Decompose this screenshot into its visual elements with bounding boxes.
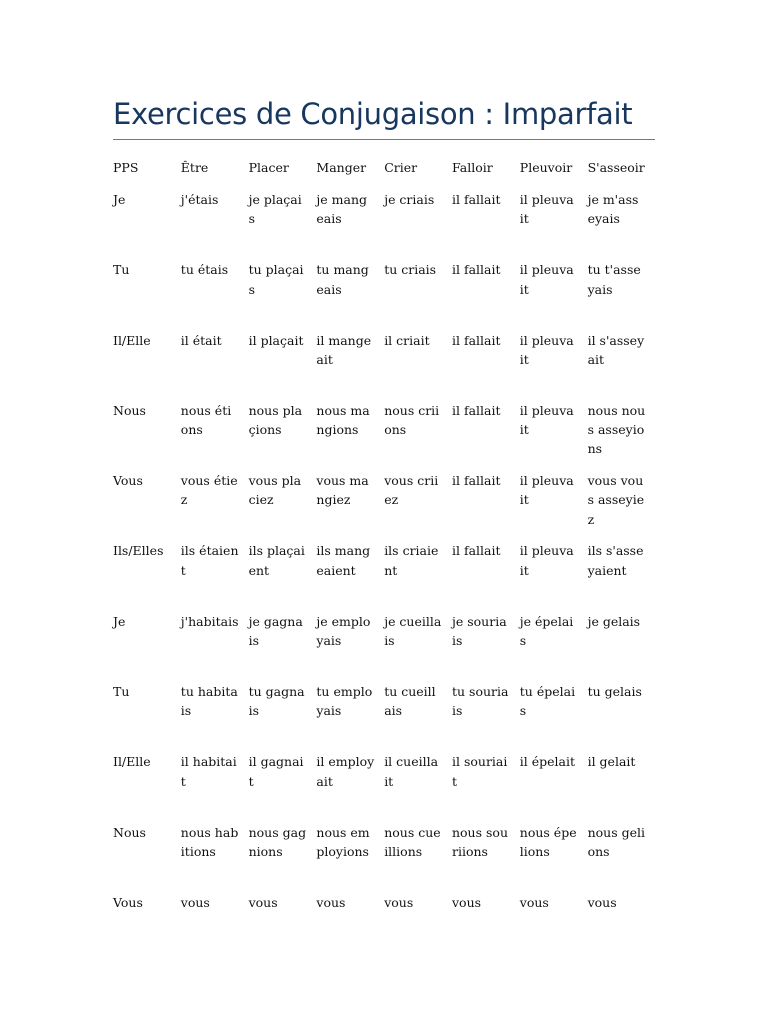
- conjugation-cell: il plaçait: [248, 332, 304, 348]
- conjugation-cell: il habitait: [180, 754, 237, 789]
- conjugation-cell: il fallait: [451, 402, 501, 418]
- conjugation-cell: tu employais: [316, 684, 373, 719]
- conjugation-cell: il fallait: [451, 543, 501, 559]
- table-row: [108, 331, 650, 401]
- conjugation-cell: j'habitais: [180, 613, 239, 629]
- conjugation-cell: tu t'asseyais: [587, 262, 641, 297]
- conjugation-cell: je m'asseyais: [587, 192, 639, 227]
- conjugation-cell: vous: [180, 894, 210, 910]
- title-underline: [113, 139, 655, 140]
- conjugation-cell: il fallait: [451, 262, 501, 278]
- conjugation-cell: nous employions: [316, 824, 370, 859]
- table-row: [108, 823, 650, 893]
- column-header: PPS: [113, 160, 139, 175]
- conjugation-cell: tu habitais: [180, 684, 238, 719]
- column-header: Crier: [384, 160, 418, 175]
- pronoun-cell: Tu: [113, 684, 130, 700]
- conjugation-cell: nous cueillions: [384, 824, 441, 859]
- conjugation-cell: nous habitions: [180, 824, 239, 859]
- conjugation-cell: vous criiez: [384, 473, 439, 508]
- column-header: Manger: [316, 160, 367, 175]
- table-row: [108, 752, 650, 822]
- conjugation-cell: ils criaient: [384, 543, 439, 578]
- pronoun-cell: Vous: [113, 473, 143, 489]
- conjugation-cell: tu souriais: [451, 684, 509, 719]
- conjugation-cell: tu mangeais: [316, 262, 369, 297]
- conjugation-cell: vous vous asseyiez: [587, 473, 645, 527]
- conjugation-cell: il pleuvait: [519, 192, 574, 227]
- conjugation-cell: il épelait: [519, 754, 576, 770]
- conjugation-cell: j'étais: [180, 192, 219, 207]
- conjugation-cell: il cueillait: [384, 754, 439, 789]
- conjugation-cell: vous: [316, 894, 346, 910]
- conjugation-cell: il fallait: [451, 332, 501, 348]
- conjugation-cell: il pleuvait: [519, 543, 574, 578]
- conjugation-cell: vous: [384, 894, 414, 910]
- conjugation-cell: il pleuvait: [519, 262, 574, 297]
- conjugation-cell: ils s'asseyaient: [587, 543, 644, 578]
- column-header: Être: [180, 160, 209, 175]
- conjugation-cell: je criais: [384, 192, 435, 207]
- conjugation-cell: nous nous asseyions: [587, 402, 646, 457]
- conjugation-cell: il criait: [384, 332, 430, 348]
- conjugation-cell: il gagnait: [248, 754, 304, 789]
- pronoun-cell: Je: [113, 613, 126, 629]
- conjugation-cell: nous gelions: [587, 824, 645, 859]
- conjugation-cell: nous souriions: [451, 824, 508, 859]
- pronoun-cell: Ils/Elles: [113, 543, 164, 559]
- conjugation-cell: je gagnais: [248, 613, 303, 648]
- table-row: [108, 401, 650, 471]
- conjugation-cell: je épelais: [519, 613, 574, 648]
- conjugation-cell: vous mangiez: [316, 473, 369, 508]
- table-row: [108, 682, 650, 752]
- conjugation-cell: vous étiez: [180, 473, 238, 508]
- conjugation-cell: nous épelions: [519, 824, 577, 859]
- conjugation-cell: il fallait: [451, 192, 501, 207]
- page-title: Exercices de Conjugaison : Imparfait: [113, 97, 633, 131]
- column-header: Pleuvoir: [519, 160, 573, 175]
- conjugation-cell: il pleuvait: [519, 473, 574, 508]
- pronoun-cell: Il/Elle: [113, 754, 151, 770]
- table-row: [108, 541, 650, 611]
- conjugation-cell: tu épelais: [519, 684, 576, 719]
- table-header-row: [108, 158, 650, 190]
- table-row: [108, 612, 650, 682]
- conjugation-cell: ils mangeaient: [316, 543, 371, 578]
- conjugation-cell: nous gagnions: [248, 824, 307, 859]
- pronoun-cell: Nous: [113, 824, 146, 840]
- conjugation-cell: je plaçais: [248, 192, 302, 227]
- conjugation-cell: tu criais: [384, 262, 437, 278]
- conjugation-cell: vous placiez: [248, 473, 302, 508]
- conjugation-cell: il s'asseyait: [587, 332, 645, 367]
- conjugation-cell: tu gelais: [587, 684, 642, 700]
- conjugation-cell: tu gagnais: [248, 684, 305, 719]
- conjugation-cell: il employait: [316, 754, 375, 789]
- pronoun-cell: Tu: [113, 262, 130, 278]
- column-header: Falloir: [451, 160, 493, 175]
- conjugation-cell: il était: [180, 332, 222, 348]
- conjugation-cell: je mangeais: [316, 192, 367, 227]
- pronoun-cell: Nous: [113, 402, 146, 418]
- conjugation-cell: il souriait: [451, 754, 508, 789]
- column-header: S'asseoir: [587, 160, 645, 175]
- conjugation-cell: vous: [451, 894, 482, 910]
- conjugation-cell: il mangeait: [316, 332, 372, 367]
- conjugation-cell: tu cueillais: [384, 684, 436, 719]
- conjugation-cell: ils plaçaient: [248, 543, 305, 578]
- pronoun-cell: Vous: [113, 894, 143, 910]
- table-row: [108, 260, 650, 330]
- conjugation-cell: il pleuvait: [519, 332, 574, 367]
- conjugation-cell: il gelait: [587, 754, 636, 770]
- conjugation-cell: je gelais: [587, 613, 641, 629]
- conjugation-cell: tu plaçais: [248, 262, 304, 297]
- table-row: [108, 190, 650, 260]
- conjugation-cell: il pleuvait: [519, 402, 574, 438]
- conjugation-cell: nous étions: [180, 402, 232, 438]
- table-row: [108, 893, 650, 933]
- conjugation-cell: je employais: [316, 613, 371, 648]
- conjugation-cell: vous: [519, 894, 549, 910]
- conjugation-table-body: [108, 158, 650, 933]
- conjugation-cell: vous: [587, 894, 617, 910]
- conjugation-cell: il fallait: [451, 473, 501, 489]
- conjugation-cell: vous: [248, 894, 278, 910]
- pronoun-cell: Il/Elle: [113, 332, 151, 348]
- conjugation-cell: je cueillais: [384, 613, 442, 648]
- conjugation-cell: je souriais: [451, 613, 507, 648]
- table-row: [108, 471, 650, 541]
- conjugation-cell: nous mangions: [316, 402, 370, 438]
- conjugation-table: [108, 158, 650, 933]
- conjugation-cell: nous criions: [384, 402, 440, 438]
- conjugation-cell: nous plaçions: [248, 402, 303, 438]
- pronoun-cell: Je: [113, 192, 126, 207]
- conjugation-cell: ils étaient: [180, 543, 239, 578]
- column-header: Placer: [248, 160, 289, 175]
- conjugation-cell: tu étais: [180, 262, 229, 278]
